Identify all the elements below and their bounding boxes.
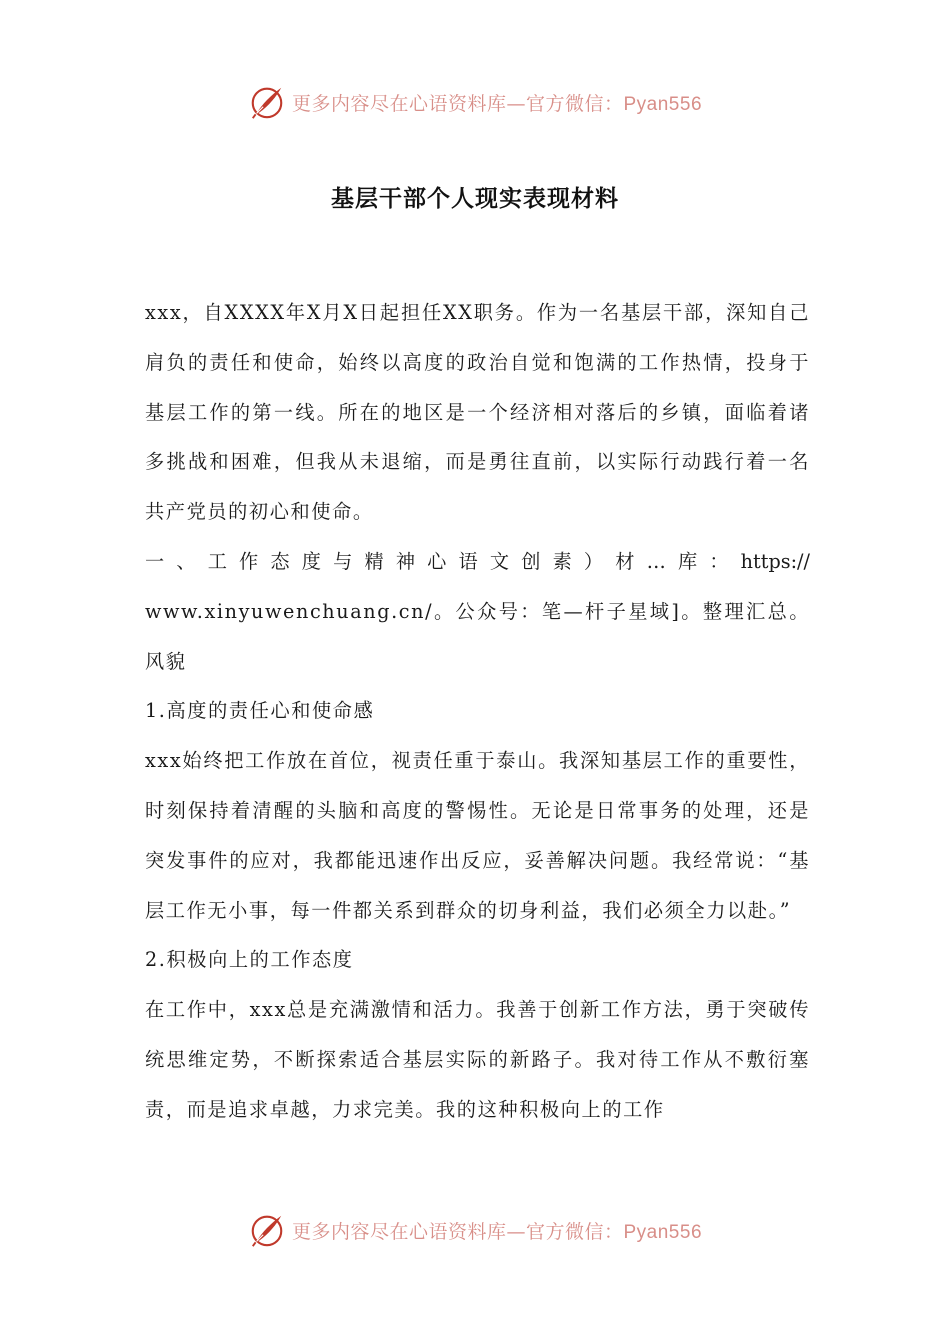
section-heading-line-1: 一、工作态度与精神心语文创素）材…库：https:// [145,549,810,573]
watermark-banner-bottom [0,1208,950,1252]
watermark-text [292,1217,702,1244]
subsection-1-title: 1.高度的责任心和使命感 [145,699,375,723]
subsection-2-paragraph: 在工作中，xxx总是充满激情和活力。我善于创新工作方法，勇于突破传统思维定势，不断探索适合基层实际的新路子。我对待工作从不敷衍塞责，而是追求卓越，力求完美。我的这种积极向上的工作 [145,998,810,1121]
watermark-label: 更多内容尽在心语资料库—官方微信： [291,92,624,115]
watermark-label: 更多内容尽在心语资料库—官方微信： [291,1220,624,1243]
quill-pen-logo-icon [248,1211,286,1249]
subsection-2-title: 2.积极向上的工作态度 [145,948,354,972]
quill-pen-logo-icon [248,83,286,121]
intro-paragraph: xxx，自XXXX年X月X日起担任XX职务。作为一名基层干部，深知自己肩负的责任和使命，始终以高度的政治自觉和饱满的工作热情，投身于基层工作的第一线。所在的地区是一个经济相对落后的乡镇，面临着诸多挑战和困难，但我从未退缩，而是勇往直前，以实际行动践行着一名共产党员的初心和使命。 [145,301,810,524]
document-title: 基层干部个人现实表现材料 [331,186,619,212]
watermark-banner-top [0,80,950,124]
section-heading-line-2: www.xinyuwenchuang.cn/。公众号：笔—杆子星域]。整理汇总。风貌 [145,599,810,673]
watermark-wechat-id: Pyan556 [623,1221,703,1243]
watermark-wechat-id: Pyan556 [623,93,703,115]
document-body [145,288,810,1135]
subsection-1-paragraph: xxx始终把工作放在首位，视责任重于泰山。我深知基层工作的重要性，时刻保持着清醒的头脑和高度的警惕性。无论是日常事务的处理，还是突发事件的应对，我都能迅速作出反应，妥善解决问题。我经常说：“基层工作无小事，每一件都关系到群众的切身利益，我们必须全力以赴。” [145,749,810,922]
watermark-text [292,89,702,116]
